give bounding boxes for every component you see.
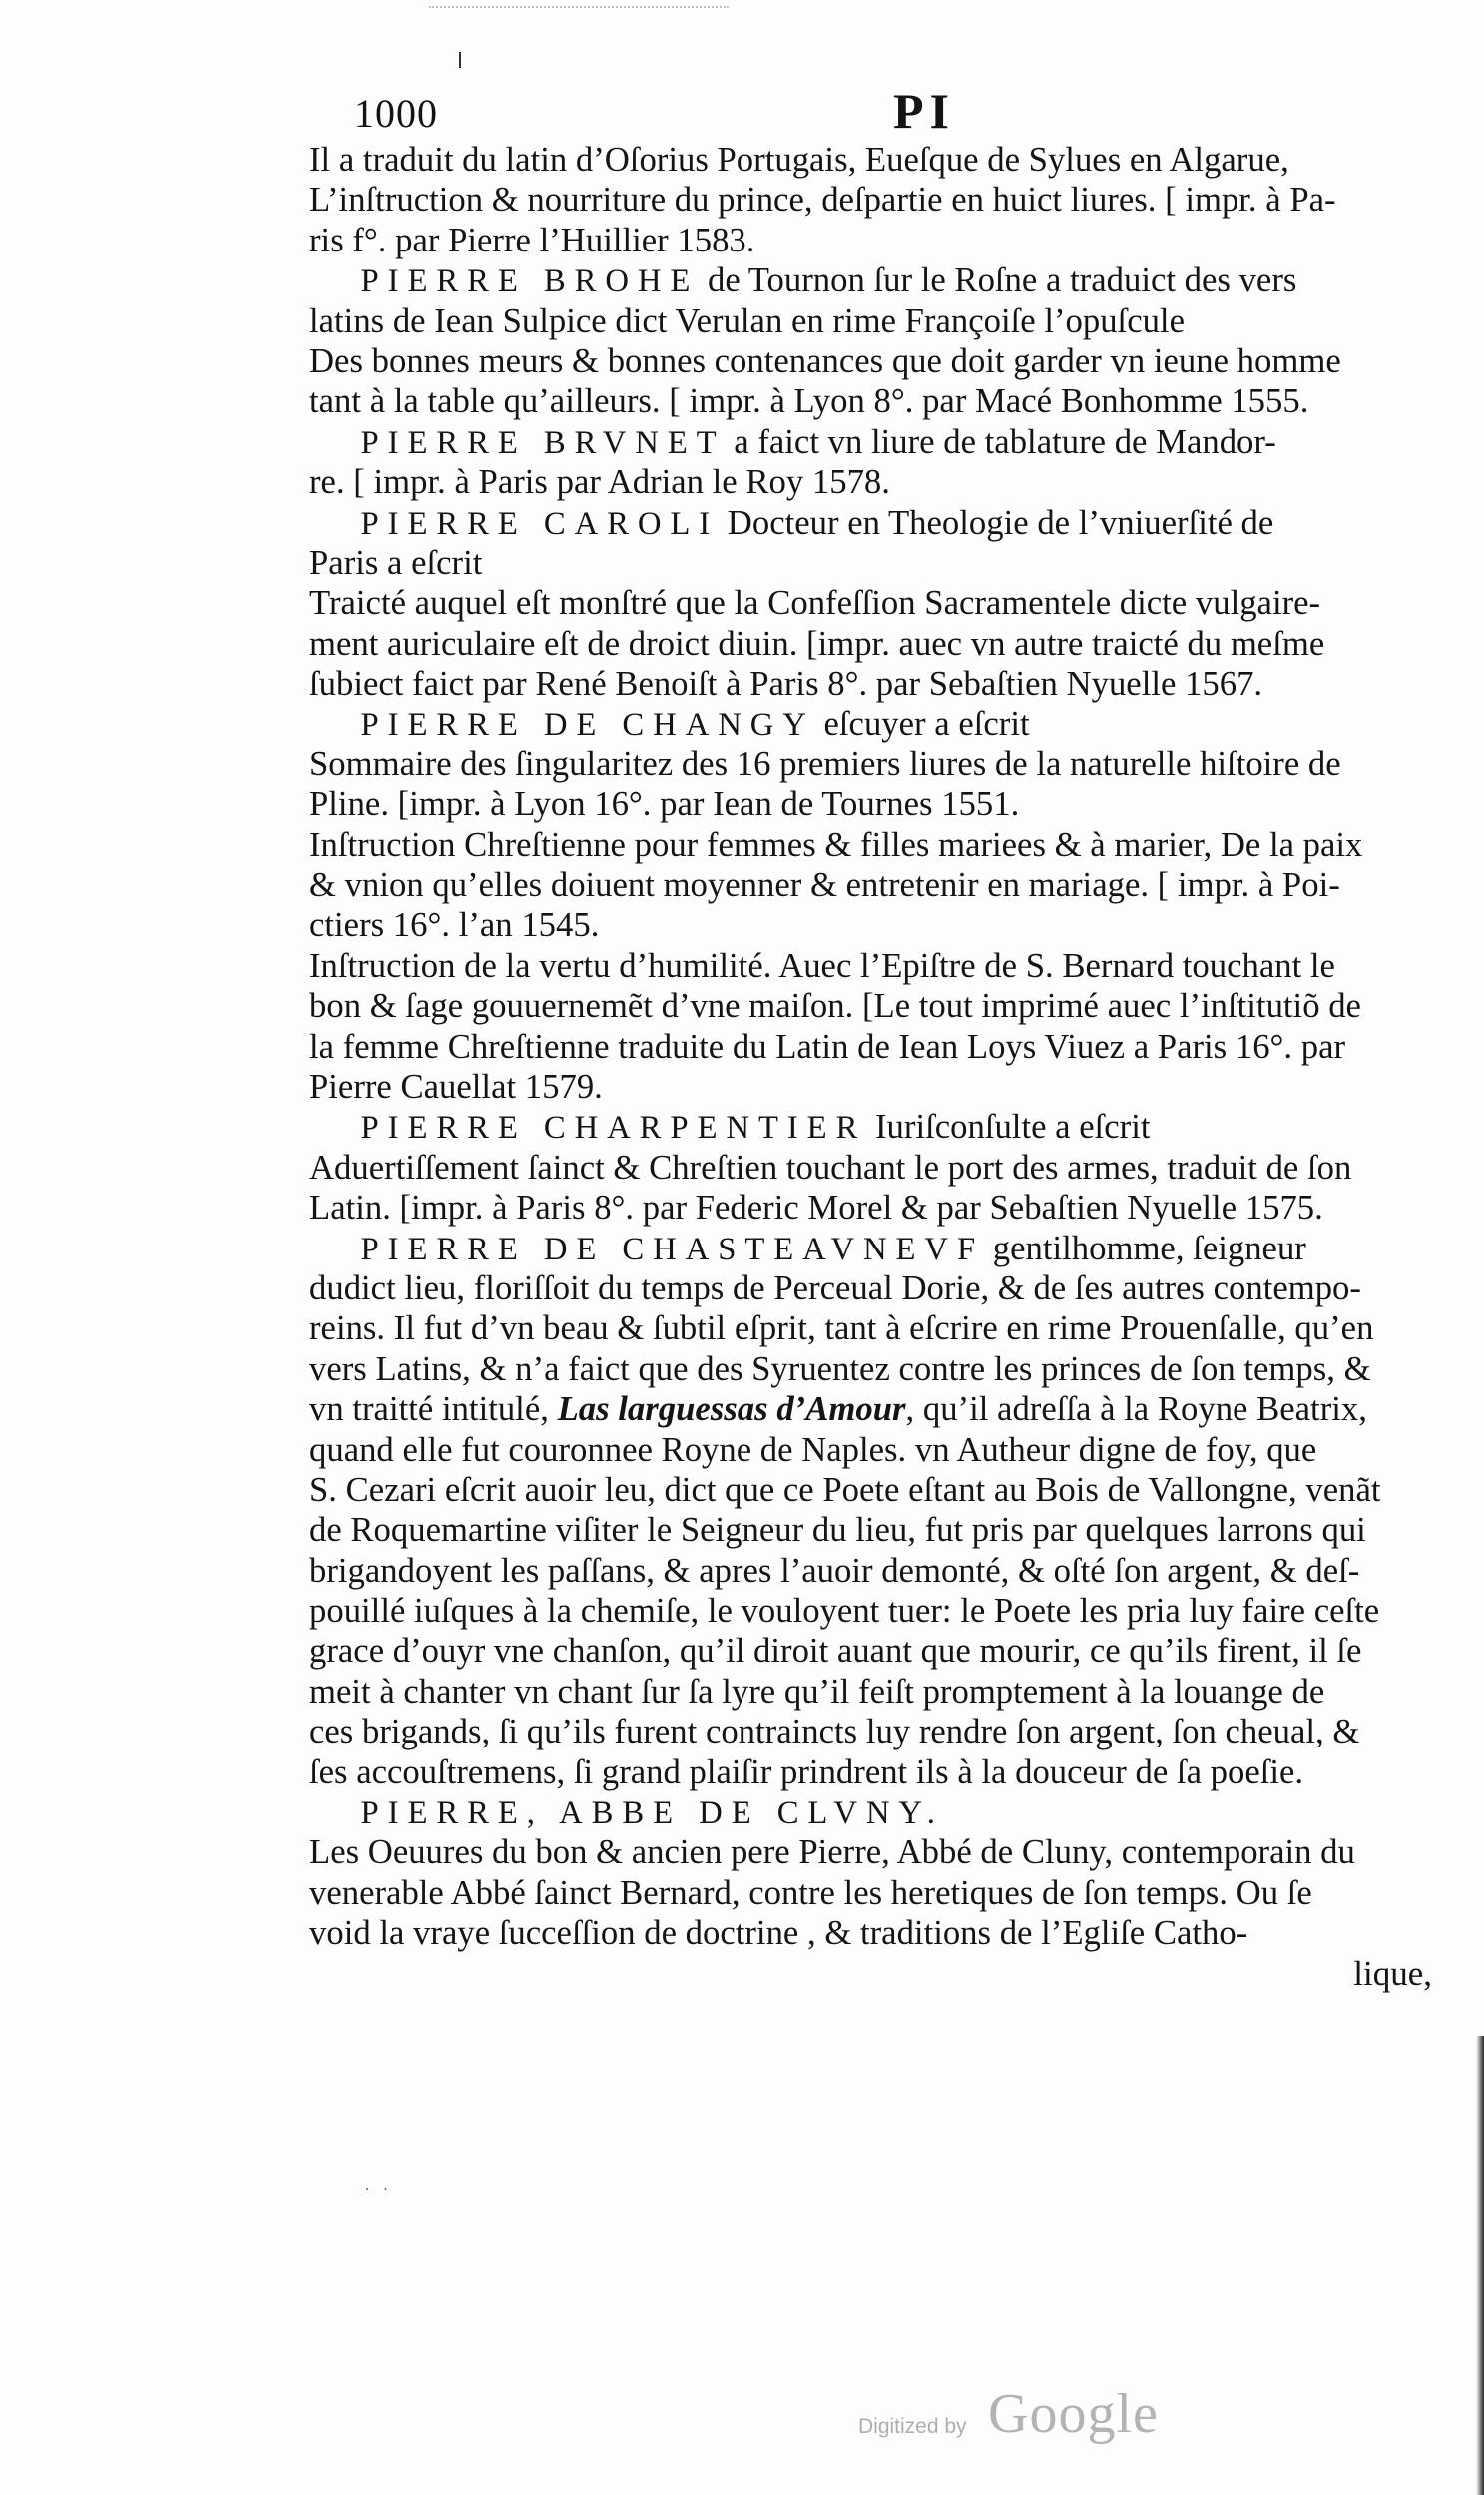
author-name: PIERRE BRVNET — [360, 424, 726, 461]
text-segment: venerable Abbé ſainct Bernard, contre les heretiques de ſon temps. Ou ſe — [309, 1872, 1312, 1912]
text-segment: re. [ impr. à Paris par Adrian le Roy 1578. — [309, 462, 890, 502]
text-line — [309, 341, 1432, 381]
text-segment: Des bonnes meurs & bonnes contenances que doit garder vn ieune homme — [309, 340, 1341, 380]
text-line — [309, 503, 1432, 543]
text-segment: Les Oeuures du bon & ancien pere Pierre, Abbé de Cluny, contemporain du — [309, 1832, 1355, 1872]
text-line — [309, 1107, 1432, 1147]
text-line — [309, 422, 1432, 462]
text-segment: Inſtruction de la vertu d’humilité. Auec l’Epiſtre de S. Bernard touchant le — [309, 945, 1335, 985]
text-segment: Iuriſconſulte a eſcrit — [866, 1107, 1151, 1147]
text-segment: L’inſtruction & nourriture du prince, deſpartie en huict liures. [ impr. à Pa- — [309, 180, 1336, 220]
text-line — [309, 704, 1432, 744]
italic-title: Las larguessas d’Amour — [557, 1389, 906, 1429]
text-line — [309, 1067, 1432, 1107]
text-line — [309, 1308, 1432, 1348]
text-line — [309, 1832, 1432, 1872]
text-segment: ſubiect faict par René Benoiſt à Paris 8°. par Sebaſtien Nyuelle 1567. — [309, 664, 1263, 704]
text-line — [309, 1752, 1432, 1792]
text-segment: ces brigands, ſi qu’ils furent contraincts luy rendre ſon argent, ſon cheual, & — [309, 1712, 1360, 1751]
text-line — [309, 180, 1432, 220]
text-segment: dudict lieu, floriſſoit du temps de Perceual Dorie, & de ſes autres contempo- — [309, 1267, 1361, 1307]
text-line — [309, 381, 1432, 421]
text-line — [309, 745, 1432, 784]
text-line — [309, 986, 1432, 1026]
text-line — [309, 1268, 1432, 1308]
text-segment: Pierre Cauellat 1579. — [309, 1066, 603, 1106]
text-segment: void la vraye ſucceſſion de doctrine , & traditions de l’Egliſe Catho- — [309, 1913, 1248, 1953]
text-line — [309, 1389, 1432, 1429]
text-line — [309, 1792, 1432, 1832]
text-segment: Pline. [impr. à Lyon 16°. par Iean de Tournes 1551. — [309, 784, 1020, 824]
author-name: PIERRE CAROLI — [360, 505, 720, 542]
text-segment: S. Cezari eſcrit auoir leu, dict que ce Poete eſtant au Bois de Vallongne, venãt — [309, 1469, 1381, 1509]
text-line — [309, 1672, 1432, 1712]
text-segment: , qu’il adreſſa à la Royne Beatrix, — [905, 1389, 1367, 1429]
digitized-by-watermark — [858, 2383, 1257, 2450]
text-segment: brigandoyent les paſſans, & apres l’auoir demonté, & oſté ſon argent, & deſ- — [309, 1550, 1360, 1590]
text-segment: pouillé iuſques à la chemiſe, le vouloyent tuer: le Poete les pria luy faire ceſte — [309, 1591, 1380, 1631]
text-line — [309, 1510, 1432, 1550]
text-segment: lique, — [1353, 1953, 1432, 1993]
text-line — [309, 260, 1432, 300]
running-head: PI — [893, 83, 955, 139]
text-segment: ſes accouſtremens, ſi grand plaiſir prindrent ils à la douceur de ſa poeſie. — [309, 1751, 1304, 1791]
scan-edge-noise — [429, 0, 729, 8]
author-name: PIERRE CHARPENTIER — [360, 1110, 867, 1147]
text-line — [309, 583, 1432, 623]
text-line — [309, 1349, 1432, 1389]
text-segment: & vnion qu’elles doiuent moyenner & entretenir en mariage. [ impr. à Poi- — [309, 865, 1340, 905]
text-line — [309, 1148, 1432, 1188]
text-segment: meit à chanter vn chant ſur ſa lyre qu’il feiſt promptement à la louange de — [309, 1671, 1325, 1711]
text-segment: a faict vn liure de tablature de Mandor- — [725, 421, 1276, 461]
text-segment: Inſtruction Chreſtienne pour femmes & filles mariees & à marier, De la paix — [309, 824, 1363, 864]
text-line — [309, 1873, 1432, 1913]
text-line — [309, 462, 1432, 502]
text-line — [309, 664, 1432, 704]
text-line — [309, 784, 1432, 824]
author-name: PIERRE, ABBE DE CLVNY. — [360, 1795, 944, 1832]
text-segment: latins de Iean Sulpice dict Verulan en rime Françoiſe l’opuſcule — [309, 300, 1185, 340]
text-line — [309, 905, 1432, 945]
text-line — [309, 1913, 1432, 1953]
watermark-prefix: Digitized by — [858, 2415, 967, 2438]
text-line — [309, 1631, 1432, 1671]
text-segment: ris f°. par Pierre l’Huillier 1583. — [309, 220, 755, 259]
author-name: PIERRE DE CHANGY — [360, 707, 815, 744]
text-segment: Aduertiſſement ſainct & Chreſtien touchant le port des armes, traduit de ſon — [309, 1147, 1352, 1187]
author-name: PIERRE BROHE — [360, 263, 700, 300]
text-line — [309, 543, 1432, 583]
ink-mark — [459, 52, 461, 68]
text-line — [309, 1954, 1442, 1994]
page-edge-shadow — [1476, 2036, 1484, 2495]
text-segment: Latin. [impr. à Paris 8°. par Federic Morel & par Sebaſtien Nyuelle 1575. — [309, 1188, 1323, 1228]
text-segment: de Tournon ſur le Roſne a traduict des vers — [699, 260, 1297, 300]
text-segment: reins. Il fut d’vn beau & ſubtil eſprit, tant à eſcrire en rime Prouenſalle, qu’en — [309, 1308, 1374, 1348]
text-line — [309, 865, 1432, 905]
text-line — [309, 301, 1432, 341]
text-line — [309, 624, 1432, 664]
author-name: PIERRE DE CHASTEAVNEVF — [360, 1231, 985, 1267]
text-segment: bon & ſage gouuernemẽt d’vne maiſon. [Le tout imprimé auec l’inſtitutiõ de — [309, 986, 1361, 1026]
google-logo: Google — [988, 2383, 1159, 2445]
text-line — [309, 221, 1432, 260]
text-line — [309, 1591, 1432, 1631]
ink-specks: ˙ ˙ — [364, 2184, 393, 2204]
text-line — [309, 825, 1432, 865]
text-segment: Il a traduit du latin d’Oſorius Portugais, Eueſque de Sylues en Algarue, — [309, 140, 1289, 179]
text-segment: ctiers 16°. l’an 1545. — [309, 905, 600, 945]
text-line — [309, 1551, 1432, 1591]
text-segment: Docteur en Theologie de l’vniuerſité de — [719, 502, 1274, 542]
text-segment: Paris a eſcrit — [309, 542, 483, 582]
text-line — [309, 1470, 1432, 1510]
text-segment: de Roquemartine viſiter le Seigneur du lieu, fut pris par quelques larrons qui — [309, 1510, 1366, 1550]
text-segment: ment auriculaire eſt de droict diuin. [impr. auec vn autre traicté du meſme — [309, 623, 1325, 663]
page-body-text — [309, 140, 1442, 1994]
page-number: 1000 — [354, 91, 438, 136]
text-line — [309, 1188, 1432, 1228]
text-line — [309, 1712, 1432, 1751]
text-segment: quand elle fut couronnee Royne de Naples. vn Autheur digne de foy, que — [309, 1429, 1317, 1469]
text-segment: gentilhomme, ſeigneur — [984, 1228, 1306, 1267]
text-segment: grace d’ouyr vne chanſon, qu’il diroit auant que mourir, ce qu’ils firent, il ſe — [309, 1631, 1362, 1671]
text-segment: tant à la table qu’ailleurs. [ impr. à Lyon 8°. par Macé Bonhomme 1555. — [309, 381, 1309, 421]
text-line — [309, 140, 1432, 180]
page-header — [354, 82, 1432, 142]
text-line — [309, 1027, 1432, 1067]
text-segment: Sommaire des ſingularitez des 16 premiers liures de la naturelle hiſtoire de — [309, 744, 1341, 783]
text-line — [309, 946, 1432, 986]
text-segment: vn traitté intitulé, — [309, 1389, 558, 1429]
text-segment: vers Latins, & n’a faict que des Syruentez contre les princes de ſon temps, & — [309, 1348, 1371, 1388]
text-line — [309, 1430, 1432, 1470]
text-line — [309, 1229, 1432, 1268]
text-segment: Traicté auquel eſt monſtré que la Confeſſion Sacramentele dicte vulgaire- — [309, 583, 1321, 623]
text-segment: la femme Chreſtienne traduite du Latin de Iean Loys Viuez a Paris 16°. par — [309, 1026, 1346, 1066]
text-segment: eſcuyer a eſcrit — [814, 704, 1030, 744]
